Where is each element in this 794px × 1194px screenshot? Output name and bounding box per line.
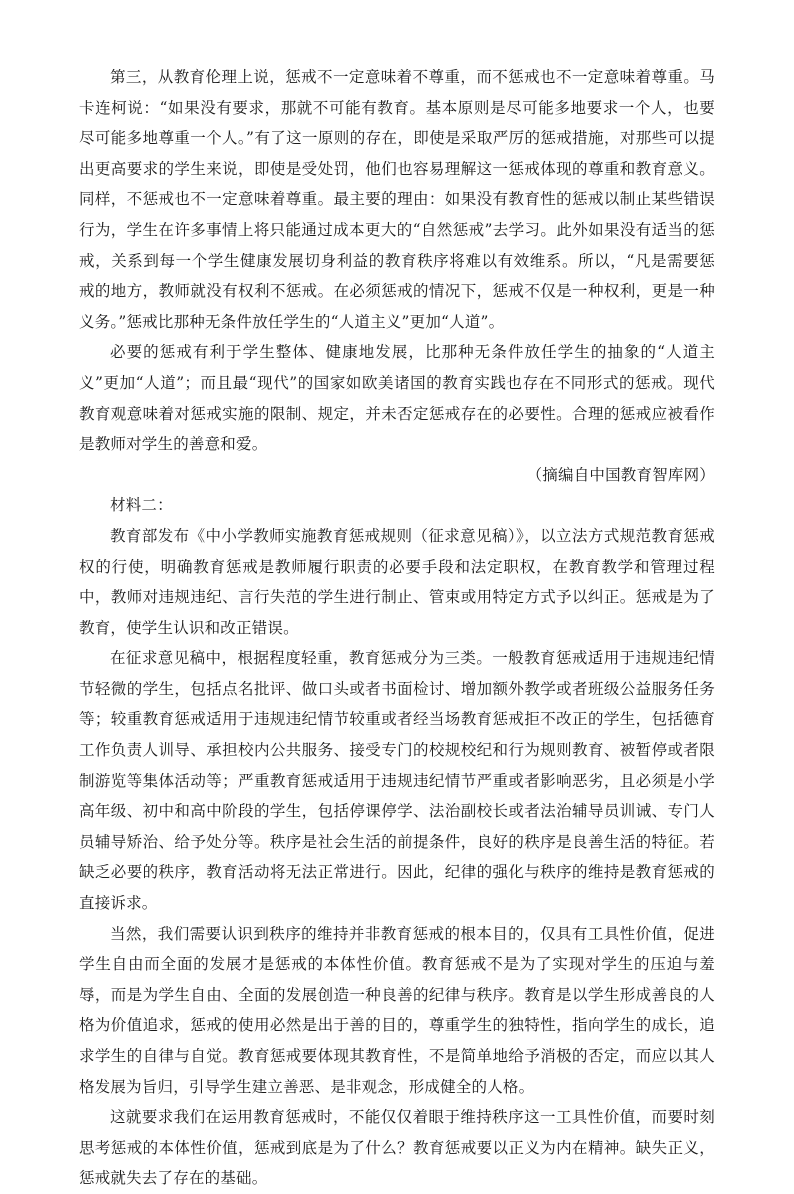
material-two-label: 材料二： [110, 496, 173, 515]
source-citation: （摘编自中国教育智库网） [526, 465, 715, 484]
paragraph-ministry-rules: 教育部发布《中小学教师实施教育惩戒规则（征求意见稿）》，以立法方式规范教育惩戒权的行使，明确教育惩戒是教师履行职责的必要手段和法定职权，在教育教学和管理过程中，教师对违规违纪、言行失范的学生进行制止、管束或用特定方式予以纠正。惩戒是为了教育，使学生认识和改正错误。 [79, 526, 715, 637]
paragraph-justice: 这就要求我们在运用教育惩戒时，不能仅仅着眼于维持秩序这一工具性价值，而要时刻思考惩戒的本体性价值，惩戒到底是为了什么？教育惩戒要以正义为内在精神。缺失正义，惩戒就失去了存在的基础。 [79, 1108, 715, 1188]
paragraph-intrinsic-value: 当然，我们需要认识到秩序的维持并非教育惩戒的根本目的，仅具有工具性价值，促进学生自由而全面的发展才是惩戒的本体性价值。教育惩戒不是为了实现对学生的压迫与羞辱，而是为学生自由、全面的发展创造一种良善的纪律与秩序。教育是以学生形成善良的人格为价值追求，惩戒的使用必然是出于善的目的，尊重学生的独特性，指向学生的成长，追求学生的自律与自觉。教育惩戒要体现其教育性，不是简单地给予消极的否定，而应以其人格发展为旨归，引导学生建立善恶、是非观念，形成健全的人格。 [79, 924, 715, 1096]
paragraph-necessary-punishment: 必要的惩戒有利于学生整体、健康地发展，比那种无条件放任学生的抽象的“人道主义”更加“人道”；而且最“现代”的国家如欧美诸国的教育实践也存在不同形式的惩戒。现代教育观意味着对惩戒实施的限制、规定，并未否定惩戒存在的必要性。合理的惩戒应被看作是教师对学生的善意和爱。 [79, 343, 715, 454]
paragraph-three-categories: 在征求意见稿中，根据程度轻重，教育惩戒分为三类。一般教育惩戒适用于违规违纪情节轻微的学生，包括点名批评、做口头或者书面检讨、增加额外教学或者班级公益服务任务等；较重教育惩戒适用于违规违纪情节较重或者经当场教育惩戒拒不改正的学生，包括德育工作负责人训导、承担校内公共服务、接受专门的校规校纪和行为规则教育、被暂停或者限制游览等集体活动等；严重教育惩戒适用于违规违纪情节严重或者影响恶劣，且必须是小学高年级、初中和高中阶段的学生，包括停课停学、法治副校长或者法治辅导员训诫、专门人员辅导矫治、给予处分等。秩序是社会生活的前提条件，良好的秩序是良善生活的特征。若缺乏必要的秩序，教育活动将无法正常进行。因此，纪律的强化与秩序的维持是教育惩戒的直接诉求。 [79, 649, 715, 913]
paragraph-ethics: 第三，从教育伦理上说，惩戒不一定意味着不尊重，而不惩戒也不一定意味着尊重。马卡连柯说：“如果没有要求，那就不可能有教育。基本原则是尽可能多地要求一个人，也要尽可能多地尊重一个人。”有了这一原则的存在，即使是采取严厉的惩戒措施，对那些可以提出更高要求的学生来说，即使是受处罚，他们也容易理解这一惩戒体现的尊重和教育意义。同样，不惩戒也不一定意味着尊重。最主要的理由：如果没有教育性的惩戒以制止某些错误行为，学生在许多事情上将只能通过成本更大的“自然惩戒”去学习。此外如果没有适当的惩戒，关系到每一个学生健康发展切身利益的教育秩序将难以有效维系。所以，“凡是需要惩戒的地方，教师就没有权利不惩戒。在必须惩戒的情况下，惩戒不仅是一种权利，更是一种义务。”惩戒比那种无条件放任学生的“人道主义”更加“人道”。 [79, 68, 715, 331]
document-body [79, 62, 715, 1194]
